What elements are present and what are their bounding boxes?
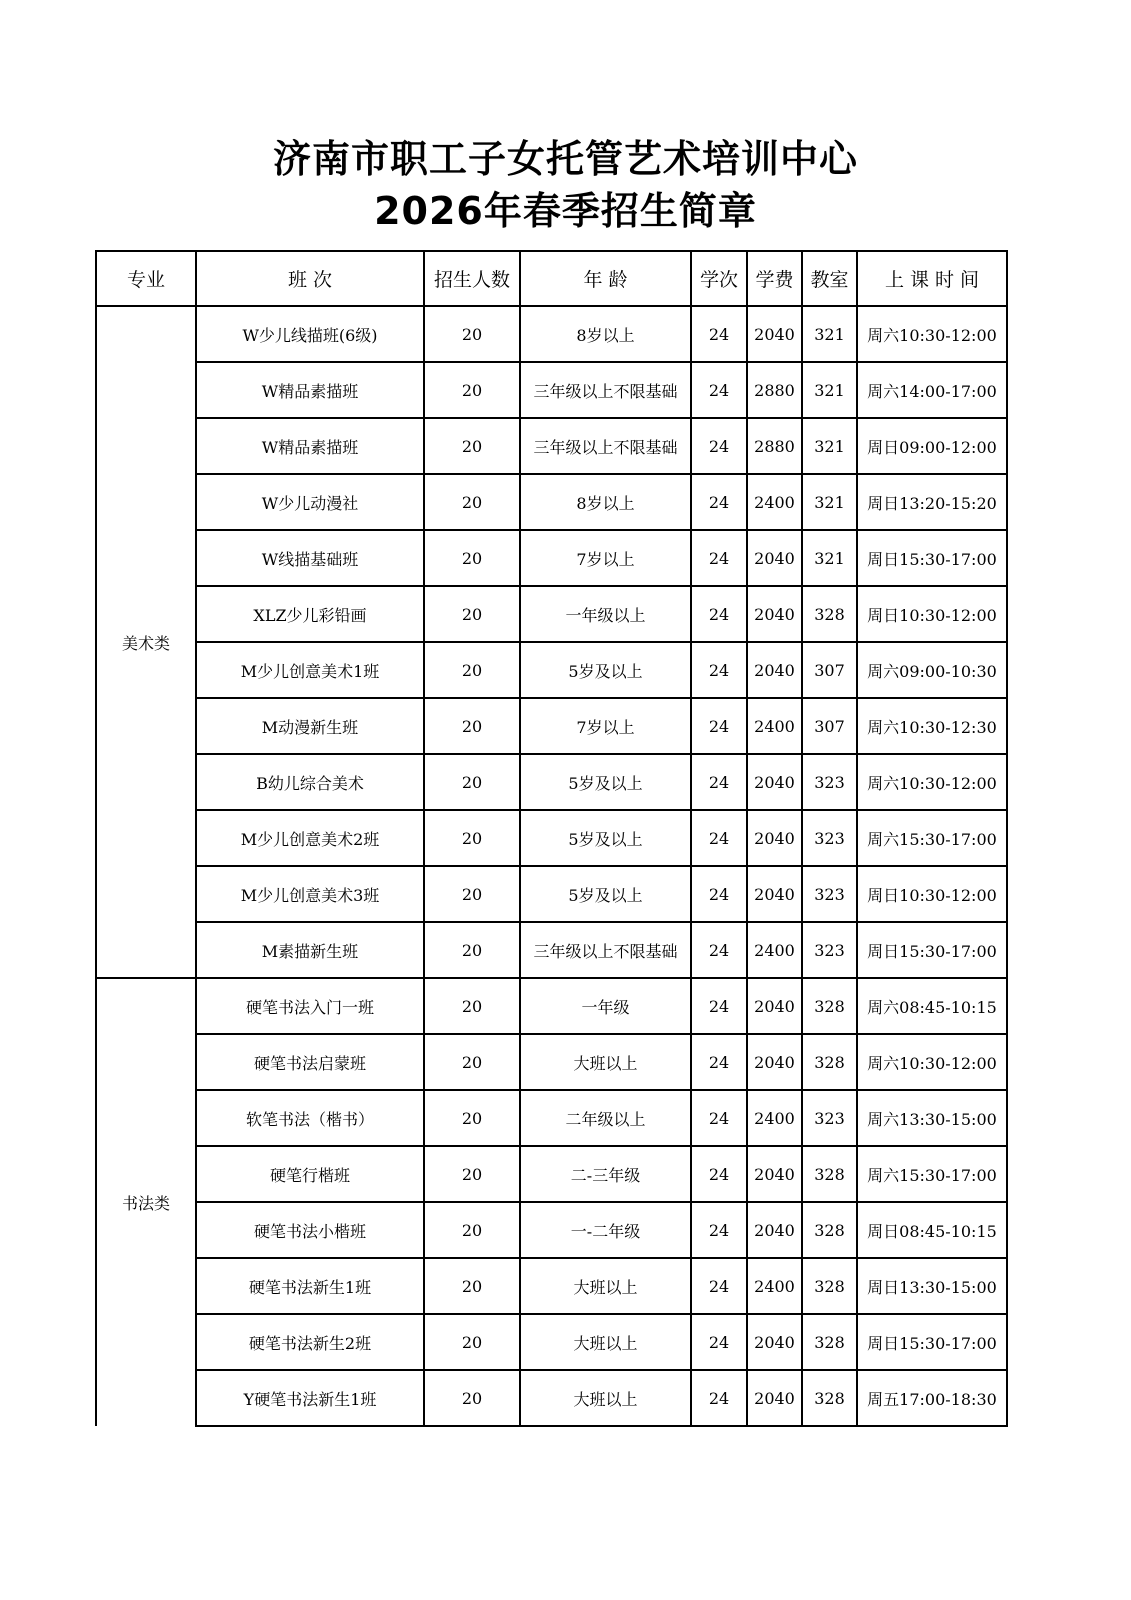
cell-enroll: 20 [424,1034,520,1090]
cell-fee: 2400 [747,1090,802,1146]
cell-enroll: 20 [424,1090,520,1146]
cell-class: 硬笔书法新生2班 [196,1314,424,1370]
table-row [96,1090,1007,1146]
cell-age: 一年级 [520,978,691,1034]
cell-fee: 2040 [747,1202,802,1258]
cell-room: 307 [802,698,857,754]
cell-age: 8岁以上 [520,306,691,362]
cell-fee: 2040 [747,306,802,362]
cell-age: 三年级以上不限基础 [520,418,691,474]
cell-room: 321 [802,362,857,418]
table-header-row [96,251,1007,306]
cell-age: 大班以上 [520,1314,691,1370]
cell-class: W少儿线描班(6级) [196,306,424,362]
table-row [96,1034,1007,1090]
cell-enroll: 20 [424,1370,520,1426]
cell-enroll: 20 [424,866,520,922]
cell-class: W精品素描班 [196,418,424,474]
cell-enroll: 20 [424,922,520,978]
header-room: 教室 [802,251,857,306]
table-row [96,978,1007,1034]
cell-room: 323 [802,922,857,978]
cell-class: W少儿动漫社 [196,474,424,530]
cell-class: 硬笔书法新生1班 [196,1258,424,1314]
cell-sessions: 24 [691,1370,747,1426]
cell-enroll: 20 [424,362,520,418]
cell-age: 大班以上 [520,1258,691,1314]
cell-class: 硬笔行楷班 [196,1146,424,1202]
cell-age: 一-二年级 [520,1202,691,1258]
table-row [96,698,1007,754]
cell-class: B幼儿综合美术 [196,754,424,810]
cell-fee: 2040 [747,810,802,866]
table-row [96,586,1007,642]
cell-time: 周六15:30-17:00 [857,810,1007,866]
cell-age: 5岁及以上 [520,642,691,698]
cell-sessions: 24 [691,1258,747,1314]
cell-class: W精品素描班 [196,362,424,418]
cell-sessions: 24 [691,1034,747,1090]
cell-age: 7岁以上 [520,530,691,586]
cell-room: 328 [802,1258,857,1314]
cell-room: 323 [802,754,857,810]
cell-enroll: 20 [424,474,520,530]
cell-fee: 2880 [747,362,802,418]
cell-time: 周六08:45-10:15 [857,978,1007,1034]
cell-fee: 2400 [747,474,802,530]
cell-enroll: 20 [424,306,520,362]
cell-sessions: 24 [691,922,747,978]
cell-room: 328 [802,1314,857,1370]
cell-fee: 2040 [747,1370,802,1426]
cell-fee: 2040 [747,1146,802,1202]
cell-enroll: 20 [424,1258,520,1314]
cell-time: 周六14:00-17:00 [857,362,1007,418]
cell-enroll: 20 [424,1202,520,1258]
cell-sessions: 24 [691,586,747,642]
cell-sessions: 24 [691,866,747,922]
cell-room: 328 [802,1370,857,1426]
cell-sessions: 24 [691,1314,747,1370]
cell-sessions: 24 [691,306,747,362]
cell-time: 周日15:30-17:00 [857,922,1007,978]
cell-age: 大班以上 [520,1034,691,1090]
table-row [96,1258,1007,1314]
cell-room: 307 [802,642,857,698]
cell-fee: 2400 [747,698,802,754]
cell-room: 328 [802,1202,857,1258]
cell-fee: 2880 [747,418,802,474]
header-time: 上 课 时 间 [857,251,1007,306]
table-row [96,642,1007,698]
cell-sessions: 24 [691,1202,747,1258]
cell-enroll: 20 [424,586,520,642]
header-enroll: 招生人数 [424,251,520,306]
cell-time: 周六09:00-10:30 [857,642,1007,698]
cell-age: 8岁以上 [520,474,691,530]
table-row [96,306,1007,362]
cell-age: 三年级以上不限基础 [520,362,691,418]
table-row [96,810,1007,866]
cell-sessions: 24 [691,1090,747,1146]
table-row [96,754,1007,810]
cell-time: 周日10:30-12:00 [857,586,1007,642]
cell-time: 周日15:30-17:00 [857,1314,1007,1370]
cell-time: 周日10:30-12:00 [857,866,1007,922]
cell-fee: 2040 [747,642,802,698]
cell-age: 5岁及以上 [520,866,691,922]
cell-enroll: 20 [424,418,520,474]
cell-enroll: 20 [424,810,520,866]
table-row [96,866,1007,922]
cell-time: 周六13:30-15:00 [857,1090,1007,1146]
cell-age: 三年级以上不限基础 [520,922,691,978]
cell-enroll: 20 [424,978,520,1034]
cell-time: 周日08:45-10:15 [857,1202,1007,1258]
cell-enroll: 20 [424,1314,520,1370]
cell-sessions: 24 [691,698,747,754]
table-row [96,474,1007,530]
header-age: 年 龄 [520,251,691,306]
page-title: 济南市职工子女托管艺术培训中心 [272,137,858,181]
cell-age: 5岁及以上 [520,754,691,810]
cell-age: 二年级以上 [520,1090,691,1146]
cell-class: M少儿创意美术3班 [196,866,424,922]
cell-room: 323 [802,1090,857,1146]
cell-class: W线描基础班 [196,530,424,586]
cell-fee: 2040 [747,586,802,642]
cell-room: 328 [802,1034,857,1090]
cell-age: 5岁及以上 [520,810,691,866]
table-body [96,306,1007,1426]
cell-time: 周六10:30-12:00 [857,306,1007,362]
table-row [96,1370,1007,1426]
cell-fee: 2040 [747,754,802,810]
cell-class: 硬笔书法小楷班 [196,1202,424,1258]
cell-class: M少儿创意美术2班 [196,810,424,866]
table-row [96,1146,1007,1202]
cell-sessions: 24 [691,978,747,1034]
cell-room: 321 [802,418,857,474]
table-row [96,530,1007,586]
cell-sessions: 24 [691,362,747,418]
cell-class: 硬笔书法入门一班 [196,978,424,1034]
cell-class: M少儿创意美术1班 [196,642,424,698]
header-sessions: 学次 [691,251,747,306]
cell-time: 周日13:30-15:00 [857,1258,1007,1314]
cell-time: 周日09:00-12:00 [857,418,1007,474]
cell-sessions: 24 [691,530,747,586]
cell-room: 323 [802,810,857,866]
cell-fee: 2040 [747,1314,802,1370]
cell-class: 硬笔书法启蒙班 [196,1034,424,1090]
cell-class: Y硬笔书法新生1班 [196,1370,424,1426]
cell-time: 周六15:30-17:00 [857,1146,1007,1202]
cell-time: 周日13:20-15:20 [857,474,1007,530]
page-subtitle: 2026年春季招生简章 [374,189,757,233]
cell-sessions: 24 [691,642,747,698]
cell-time: 周日15:30-17:00 [857,530,1007,586]
cell-enroll: 20 [424,1146,520,1202]
table-row [96,1202,1007,1258]
cell-enroll: 20 [424,530,520,586]
cell-age: 7岁以上 [520,698,691,754]
cell-class: M素描新生班 [196,922,424,978]
category-calligraphy: 书法类 [96,978,196,1426]
cell-sessions: 24 [691,474,747,530]
cell-room: 328 [802,978,857,1034]
table-row [96,362,1007,418]
cell-room: 321 [802,306,857,362]
cell-fee: 2040 [747,866,802,922]
header-class: 班 次 [196,251,424,306]
cell-room: 321 [802,530,857,586]
cell-age: 一年级以上 [520,586,691,642]
cell-fee: 2040 [747,530,802,586]
cell-age: 二-三年级 [520,1146,691,1202]
table-row [96,922,1007,978]
cell-fee: 2040 [747,1034,802,1090]
cell-enroll: 20 [424,642,520,698]
table-row [96,1314,1007,1370]
header-fee: 学费 [747,251,802,306]
header-major: 专业 [96,251,196,306]
cell-room: 328 [802,1146,857,1202]
cell-room: 321 [802,474,857,530]
category-art: 美术类 [96,306,196,978]
enrollment-table [95,250,1008,1427]
cell-fee: 2400 [747,922,802,978]
cell-sessions: 24 [691,810,747,866]
cell-sessions: 24 [691,1146,747,1202]
cell-time: 周五17:00-18:30 [857,1370,1007,1426]
cell-time: 周六10:30-12:30 [857,698,1007,754]
table-row [96,418,1007,474]
cell-class: XLZ少儿彩铅画 [196,586,424,642]
cell-time: 周六10:30-12:00 [857,754,1007,810]
cell-time: 周六10:30-12:00 [857,1034,1007,1090]
cell-room: 328 [802,586,857,642]
cell-class: M动漫新生班 [196,698,424,754]
cell-fee: 2040 [747,978,802,1034]
cell-enroll: 20 [424,698,520,754]
cell-sessions: 24 [691,754,747,810]
cell-sessions: 24 [691,418,747,474]
cell-room: 323 [802,866,857,922]
cell-enroll: 20 [424,754,520,810]
cell-age: 大班以上 [520,1370,691,1426]
cell-fee: 2400 [747,1258,802,1314]
cell-class: 软笔书法（楷书） [196,1090,424,1146]
